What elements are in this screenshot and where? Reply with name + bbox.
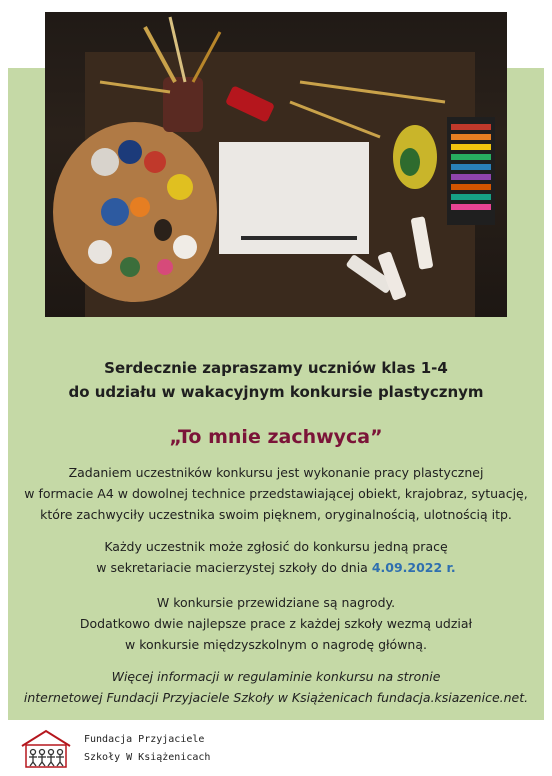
- foundation-name-line-1: Fundacja Przyjaciele: [84, 734, 205, 745]
- deadline-date: 4.09.2022 r.: [371, 560, 456, 575]
- school-children-logo-icon: [18, 728, 74, 770]
- invitation-heading: [8, 356, 544, 404]
- heading-line-2: do udziału w wakacyjnym konkursie plastycznym: [68, 383, 484, 401]
- submission-paragraph: [8, 536, 544, 578]
- submission-line-2-text: w sekretariacie macierzystej szkoły do dnia: [96, 560, 372, 575]
- prizes-line-2: Dodatkowo dwie najlepsze prace z każdej szkoły wezmą udział: [79, 616, 473, 631]
- submission-line-1: Każdy uczestnik może zgłosić do konkursu jedną pracę: [104, 539, 448, 554]
- foundation-name-line-2: Szkoły W Książenicach: [84, 752, 211, 763]
- task-paragraph: [8, 462, 544, 525]
- more-info-paragraph: [8, 666, 544, 708]
- prizes-line-3: w konkursie międzyszkolnym o nagrodę główną.: [125, 637, 427, 652]
- contest-title: „To mnie zachwyca”: [169, 426, 383, 448]
- more-info-line-2: internetowej Fundacji Przyjaciele Szkoły w Książenicach fundacja.ksiazenice.net.: [23, 690, 529, 705]
- task-line-1: Zadaniem uczestników konkursu jest wykonanie pracy plastycznej: [68, 465, 484, 480]
- more-info-line-1: Więcej informacji w regulaminie konkursu na stronie: [111, 669, 441, 684]
- foundation-name: [84, 731, 210, 767]
- brush-jar-shape: [163, 77, 203, 132]
- prizes-paragraph: [8, 592, 544, 655]
- submission-line-2: [8, 557, 544, 578]
- prizes-line-1: W konkursie przewidziane są nagrody.: [156, 595, 396, 610]
- heading-line-1: Serdecznie zapraszamy uczniów klas 1-4: [104, 359, 448, 377]
- task-line-2: w formacie A4 w dowolnej technice przedstawiającej obiekt, krajobraz, sytuację,: [24, 486, 528, 501]
- art-supplies-photo: [45, 12, 507, 317]
- task-line-3: które zachwyciły uczestnika swoim pięknem, oryginalnością, ulotnością itp.: [40, 507, 512, 522]
